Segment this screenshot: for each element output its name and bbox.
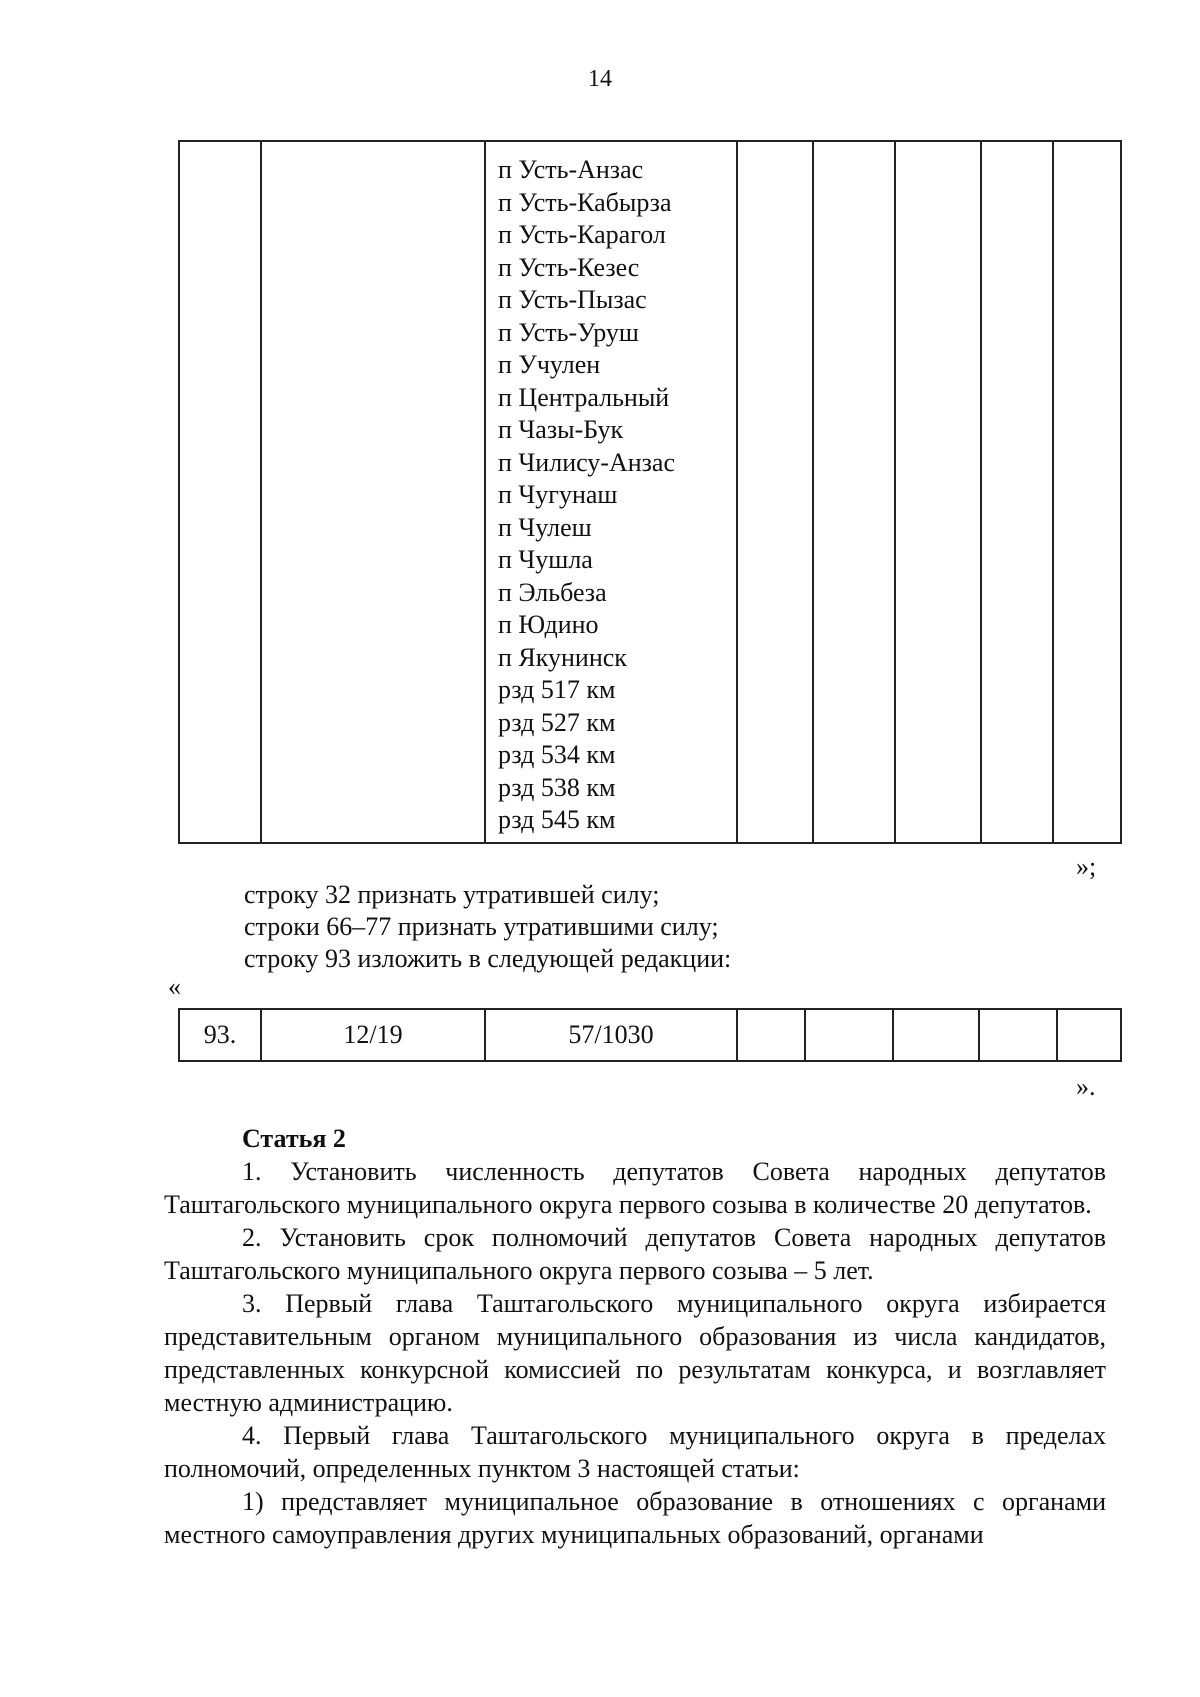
table-cell [179, 141, 261, 843]
article-section [164, 1122, 1106, 1551]
list-item: п Усть-Кезес [498, 252, 640, 282]
list-item: рзд 517 км [498, 675, 616, 704]
table-cell [893, 1009, 979, 1061]
table-cell [981, 141, 1053, 843]
instruction-line: строку 93 изложить в следующей редакции: [244, 944, 732, 973]
settlements-table [178, 140, 1122, 844]
table-cell [1057, 1009, 1121, 1061]
table-cell [1053, 141, 1121, 843]
article-title: Статья 2 [242, 1124, 346, 1153]
table-cell [805, 1009, 893, 1061]
closing-quote: ». [1076, 1072, 1096, 1101]
list-item: рзд 534 км [498, 740, 616, 769]
article-paragraph: 1. Установить численность депутатов Совета народных депутатов Таштагольского муниципального округа первого созыва в количестве 20 депутатов. [164, 1157, 1106, 1219]
list-item: п Чугунаш [498, 480, 618, 509]
list-item: п Чушла [498, 545, 593, 574]
opening-quote: « [168, 972, 181, 1001]
list-item: п Якунинск [498, 642, 627, 672]
list-item: п Эльбеза [498, 577, 607, 607]
row-93-table [178, 1008, 1122, 1062]
article-paragraph: 2. Установить срок полномочий депутатов Совета народных депутатов Таштагольского муниципального округа первого созыва – 5 лет. [164, 1223, 1106, 1285]
list-item: рзд 545 км [498, 805, 616, 834]
list-item: п Усть-Анзас [498, 155, 644, 184]
places-cell [485, 141, 737, 843]
article-paragraph: 3. Первый глава Таштагольского муниципального округа избирается представительным органом муниципального образования из числа кандидатов, представленных конкурсной комиссией по результатам конкурса, и возглавляет местную администрацию. [164, 1289, 1106, 1417]
instruction-line: строки 66–77 признать утратившими силу; [244, 912, 719, 941]
list-item: п Усть-Пызас [498, 285, 647, 314]
table-cell [813, 141, 895, 843]
article-paragraph: 4. Первый глава Таштагольского муниципального округа в пределах полномочий, определенных пунктом 3 настоящей статьи: [164, 1421, 1106, 1483]
instruction-line: строку 32 признать утратившей силу; [244, 880, 660, 909]
places-list [486, 142, 736, 837]
list-item: п Юдино [498, 610, 599, 639]
page-number: 14 [588, 66, 612, 92]
list-item: п Усть-Карагол [498, 220, 666, 249]
table-cell [737, 141, 813, 843]
list-item: п Усть-Уруш [498, 317, 639, 347]
table-row [179, 141, 1121, 843]
article-paragraph: 1) представляет муниципальное образование в отношениях с органами местного самоуправления других муниципальных образований, органами [164, 1487, 1106, 1549]
list-item: п Центральный [498, 382, 670, 412]
list-item: рзд 527 км [498, 707, 616, 737]
table-cell [895, 141, 981, 843]
list-item: п Усть-Кабырза [498, 187, 672, 217]
table-cell [261, 141, 485, 843]
list-item: рзд 538 км [498, 772, 616, 802]
table-cell [979, 1009, 1057, 1061]
table-row [179, 1009, 1121, 1061]
list-item: п Чулеш [498, 512, 592, 542]
list-item: п Чилису-Анзас [498, 447, 676, 477]
closing-quote: »; [1076, 852, 1097, 881]
list-item: п Чазы-Бук [498, 415, 624, 444]
table-cell [737, 1009, 805, 1061]
table-cell: 12/19 [261, 1009, 485, 1061]
table-cell: 57/1030 [485, 1009, 737, 1061]
row-number-cell: 93. [179, 1009, 261, 1061]
list-item: п Учулен [498, 350, 601, 379]
